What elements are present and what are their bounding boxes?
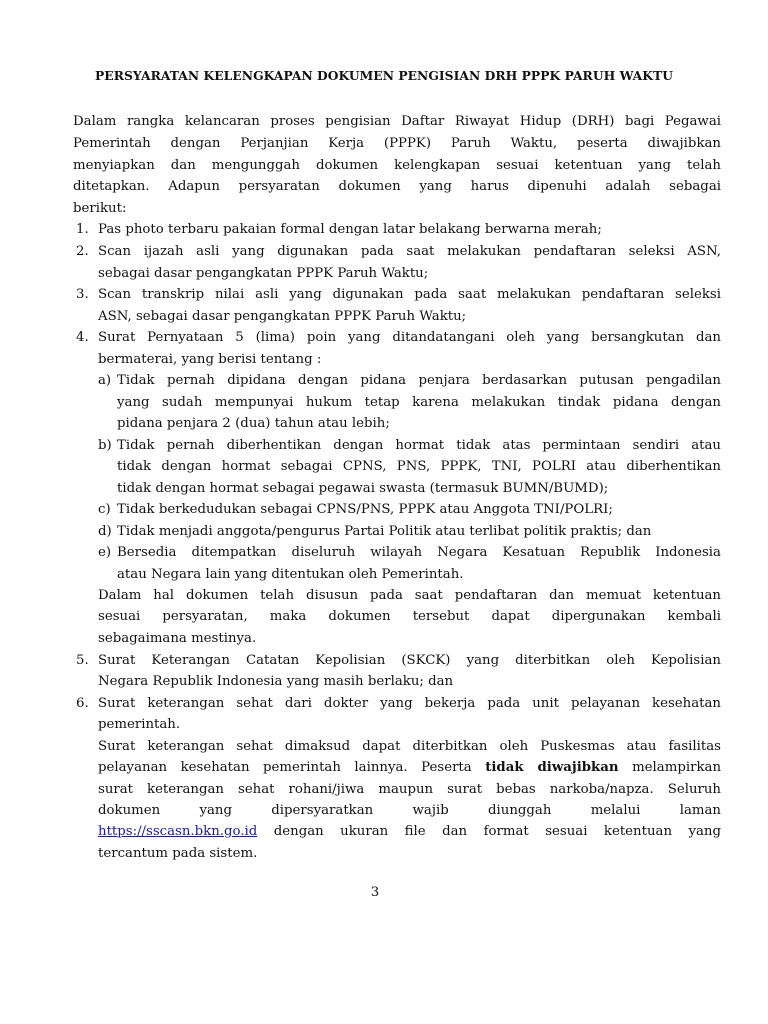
sub-list-line: Bersedia ditempatkan diseluruh wilayah Negara Kesatuan Republik Indonesia xyxy=(117,545,721,560)
note-text: dengan ukuran file dan format sesuai ketentuan yang xyxy=(273,824,721,839)
sub-list-line: tidak dengan hormat sebagai pegawai swasta (termasuk BUMN/BUMD); xyxy=(117,481,609,496)
list-item-line: Negara Republik Indonesia yang masih berlaku; dan xyxy=(98,674,454,689)
sub-list-line: Tidak pernah diberhentikan dengan hormat tidak atas permintaan sendiri atau xyxy=(117,438,721,453)
list-number: 5. xyxy=(76,653,89,668)
page-number: 3 xyxy=(370,885,380,900)
list-number: 4. xyxy=(76,330,89,345)
sub-list-line: Tidak menjadi anggota/pengurus Partai Politik atau terlibat politik praktis; dan xyxy=(117,524,652,539)
note-text: melampirkan xyxy=(632,760,721,775)
sub-list-letter: e) xyxy=(98,545,112,560)
note-line: Dalam hal dokumen telah disusun pada saat pendaftaran dan memuat ketentuan xyxy=(98,588,721,603)
intro-line: ditetapkan. Adapun persyaratan dokumen yang harus dipenuhi adalah sebagai xyxy=(73,179,721,194)
list-item-line: Pas photo terbaru pakaian formal dengan latar belakang berwarna merah; xyxy=(98,222,602,237)
list-number: 2. xyxy=(76,244,89,259)
note-line: dokumen yang dipersyaratkan wajib diunggah melalui laman xyxy=(98,803,721,818)
note-line xyxy=(98,823,721,841)
list-number: 6. xyxy=(76,696,89,711)
emphasis-text: tidak diwajibkan xyxy=(485,760,619,775)
sub-list-letter: a) xyxy=(98,373,112,388)
list-item-line: Surat Pernyataan 5 (lima) poin yang ditandatangani oleh yang bersangkutan dan xyxy=(98,330,721,345)
sub-list-letter: c) xyxy=(98,502,111,517)
sub-list-line: tidak dengan hormat sebagai CPNS, PNS, PPPK, TNI, POLRI atau diberhentikan xyxy=(117,459,721,474)
intro-line: Pemerintah dengan Perjanjian Kerja (PPPK) Paruh Waktu, peserta diwajibkan xyxy=(73,136,721,151)
note-line: sesuai persyaratan, maka dokumen tersebut dapat dipergunakan kembali xyxy=(98,609,721,624)
sub-list-line: Tidak pernah dipidana dengan pidana penjara berdasarkan putusan pengadilan xyxy=(117,373,721,388)
sub-list-line: Tidak berkedudukan sebagai CPNS/PNS, PPPK atau Anggota TNI/POLRI; xyxy=(117,502,613,517)
list-item-line: pemerintah. xyxy=(98,717,181,732)
list-item-line: sebagai dasar pengangkatan PPPK Paruh Waktu; xyxy=(98,266,429,281)
intro-line: berikut: xyxy=(73,201,127,216)
list-item-line: bermaterai, yang berisi tentang : xyxy=(98,352,322,367)
intro-line: Dalam rangka kelancaran proses pengisian Daftar Riwayat Hidup (DRH) bagi Pegawai xyxy=(73,114,721,129)
note-line: surat keterangan sehat rohani/jiwa maupun surat bebas narkoba/napza. Seluruh xyxy=(98,782,721,797)
sub-list-letter: b) xyxy=(98,438,112,453)
note-line: tercantum pada sistem. xyxy=(98,846,258,861)
document-title: PERSYARATAN KELENGKAPAN DOKUMEN PENGISIAN DRH PPPK PARUH WAKTU xyxy=(95,68,673,83)
sub-list-line: pidana penjara 2 (dua) tahun atau lebih; xyxy=(117,416,390,431)
sub-list-line: yang sudah mempunyai hukum tetap karena melakukan tindak pidana dengan xyxy=(117,395,721,410)
intro-line: menyiapkan dan mengunggah dokumen kelengkapan sesuai ketentuan yang telah xyxy=(73,158,721,173)
sscasn-link[interactable]: https://sscasn.bkn.go.id xyxy=(98,824,258,839)
list-number: 3. xyxy=(76,287,89,302)
sub-list-letter: d) xyxy=(98,524,112,539)
list-number: 1. xyxy=(76,222,89,237)
note-line: sebagaimana mestinya. xyxy=(98,631,257,646)
list-item-line: Scan transkrip nilai asli yang digunakan pada saat melakukan pendaftaran seleksi xyxy=(98,287,721,302)
list-item-line: ASN, sebagai dasar pengangkatan PPPK Paruh Waktu; xyxy=(98,309,467,324)
note-line xyxy=(98,759,721,777)
list-item-line: Surat Keterangan Catatan Kepolisian (SKCK) yang diterbitkan oleh Kepolisian xyxy=(98,653,721,668)
list-item-line: Surat keterangan sehat dari dokter yang bekerja pada unit pelayanan kesehatan xyxy=(98,696,721,711)
note-text: pelayanan kesehatan pemerintah lainnya. Peserta xyxy=(98,760,472,775)
sub-list-line: atau Negara lain yang ditentukan oleh Pemerintah. xyxy=(117,567,464,582)
note-line: Surat keterangan sehat dimaksud dapat diterbitkan oleh Puskesmas atau fasilitas xyxy=(98,739,721,754)
list-item-line: Scan ijazah asli yang digunakan pada saat melakukan pendaftaran seleksi ASN, xyxy=(98,244,721,259)
